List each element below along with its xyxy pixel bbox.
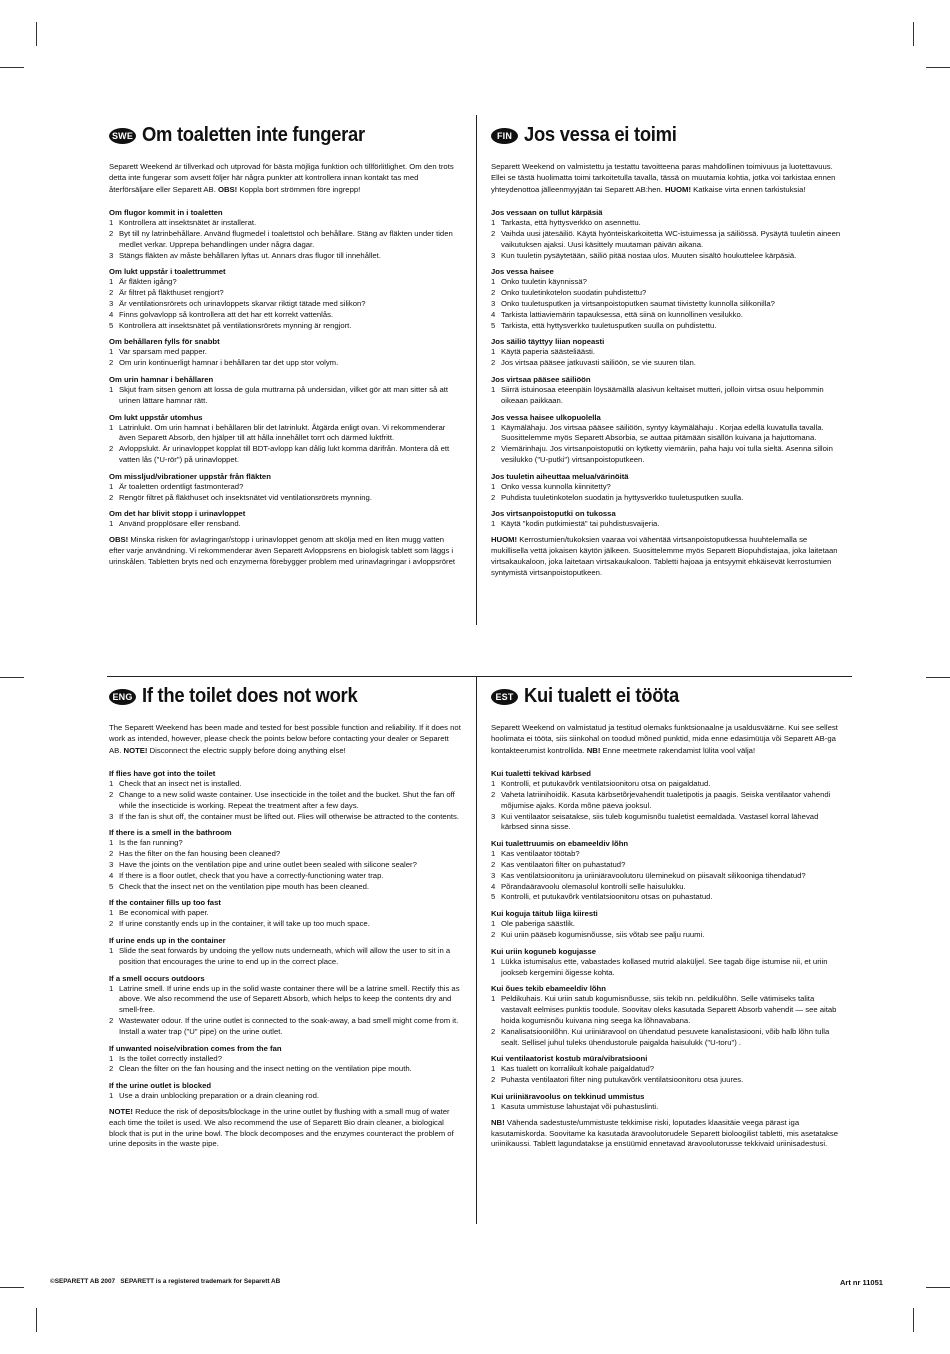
section-header: [491, 685, 843, 708]
troubleshooting-group: [491, 508, 843, 530]
group-title: Kui õues tekib ebameeldiv lõhn: [491, 984, 606, 994]
list-item: [491, 385, 843, 407]
item-text: Kui ventilaator seisatakse, siis tuleb kogumisnõu tualetist eemaldada. Vastasel korral lähevad kärbsed sinna sisse.: [501, 811, 819, 832]
item-text: Puhasta ventilaatori filter ning putukavõrk ventilatsioonitoru otsa juures.: [501, 1075, 744, 1085]
item-number: 1: [491, 1101, 496, 1111]
item-text: Vaheta latriinihoidik. Kasuta kärbsetõrjevahendit tualetipotis ja paagis. Seiska ventilaator vahendi mõjumise ajaks. Korda mõne päeva jooksul.: [501, 790, 831, 810]
list-item: [109, 871, 461, 882]
item-number: 2: [491, 358, 496, 368]
section-swe: [109, 124, 461, 568]
group-title: If there is a smell in the bathroom: [109, 828, 232, 838]
group-title: Kui uriiniäravoolus on tekkinud ummistus: [491, 1091, 645, 1101]
item-text: Peldikuhais. Kui uriin satub kogumisnõusse, siis tekib nn. peldikulõhn. Selle vätimiseks talita vastavalt eelmises punktis toodule. Soovitav oleks kasutada Separett Absorb vahendit — see aitab hoida kogumisnõu kuivana ning seega ka lõhnavabana.: [501, 994, 837, 1025]
list-item: [109, 812, 461, 823]
item-text: Puhdista tuuletinkotelon suodatin ja hyttysverkko tuuletusputken suulla.: [501, 492, 744, 502]
group-title: Jos virtsaa pääsee säiliöön: [491, 374, 591, 384]
item-text: Is the toilet correctly installed?: [119, 1053, 222, 1063]
troubleshooting-group: [109, 508, 461, 530]
troubleshooting-group: [491, 1053, 843, 1086]
item-number: 3: [491, 250, 496, 260]
list-item: [491, 919, 843, 930]
troubleshooting-group: [491, 946, 843, 979]
item-text: Är toaletten ordentligt fastmonterad?: [119, 481, 244, 491]
list-item: [491, 347, 843, 358]
item-text: Onko tuuletinkotelon suodatin puhdistettu?: [501, 288, 647, 298]
item-text: Kasuta ummistuse lahustajat või puhastuslinti.: [501, 1101, 659, 1111]
list-item: [491, 1102, 843, 1113]
list-item: [491, 812, 843, 834]
list-item: [491, 423, 843, 445]
item-text: Kas ventilaator töötab?: [501, 849, 580, 859]
list-item: [491, 519, 843, 530]
list-item: [491, 482, 843, 493]
item-text: Onko tuuletin käynnissä?: [501, 277, 587, 287]
troubleshooting-groups: [491, 768, 843, 1113]
item-number: 5: [491, 892, 496, 902]
item-number: 1: [109, 347, 114, 357]
group-title: Kui uriin koguneb kogujasse: [491, 946, 597, 956]
group-title: Jos vessaan on tullut kärpäsiä: [491, 208, 603, 218]
list-item: [109, 1054, 461, 1065]
item-number: 1: [109, 983, 114, 993]
group-title: Jos säiliö täyttyy liian nopeasti: [491, 337, 605, 347]
item-number: 1: [109, 277, 114, 287]
list-item: [491, 1027, 843, 1049]
troubleshooting-group: [109, 897, 461, 930]
footer-copyright-line: [50, 1278, 280, 1285]
troubleshooting-group: [491, 983, 843, 1048]
item-text: Onko vessa kunnolla kiinnitetty?: [501, 481, 611, 491]
list-item: [109, 1016, 461, 1038]
section-title: If the toilet does not work: [142, 685, 358, 707]
list-item: [109, 299, 461, 310]
item-text: Viemärinhaju. Jos virtsanpoistoputki on kytketty viemäriin, paha haju voi tulla sieltä. Asenna silloin vesilukko ("U-putki") virtsanpoistoputkeen.: [501, 444, 833, 464]
list-item: [491, 299, 843, 310]
item-text: Var sparsam med papper.: [119, 347, 207, 357]
troubleshooting-group: [109, 1043, 461, 1076]
list-item: [491, 849, 843, 860]
item-text: Have the joints on the ventilation pipe and urine outlet been sealed with silicone sealer?: [119, 860, 417, 869]
section-header: [109, 124, 461, 147]
item-number: 3: [109, 250, 114, 260]
list-item: [491, 218, 843, 229]
troubleshooting-group: [491, 1091, 843, 1113]
troubleshooting-group: [491, 266, 843, 331]
item-text: Är ventilationsrörets och urinavloppets skarvar riktigt tätade med silikon?: [119, 299, 366, 308]
troubleshooting-groups: [491, 207, 843, 530]
troubleshooting-groups: [109, 768, 461, 1102]
item-number: 3: [109, 860, 114, 869]
group-title: Kui tualettruumis on ebameeldiv lõhn: [491, 839, 629, 849]
item-number: 1: [109, 481, 114, 491]
item-text: Clean the filter on the fan housing and the insect netting on the ventilation pipe mouth.: [119, 1064, 412, 1074]
item-number: 2: [109, 790, 114, 800]
note-text: OBS! Minska risken för avlagringar/stopp i urinavloppet genom att skölja med en liten mugg vatten efter varje användning. Vi rekommenderar även Separett Avloppsrens en biologisk tablett som läggs i urinskålen. Tabletten bryts ned och enzymerna förebygger problem med urinavlagringar i avloppsröret: [109, 535, 455, 566]
item-number: 1: [491, 347, 496, 357]
troubleshooting-group: [109, 973, 461, 1038]
item-number: 4: [491, 881, 496, 891]
list-item: [109, 493, 461, 504]
list-item: [109, 838, 461, 849]
group-title: Jos vessa haisee ulkopuolella: [491, 412, 601, 422]
troubleshooting-group: [109, 827, 461, 892]
item-text: Vaihda uusi jätesäiliö. Käytä hyönteiskarkoitetta WC-istuimessa ja säiliössä. Pysäytä tuuletin aineen vaikutuksen ajaksi. Uusi käsittely muutaman päivän aikana.: [501, 229, 841, 249]
item-number: 2: [491, 444, 496, 454]
section-header: [491, 124, 843, 147]
crop-mark: [913, 22, 914, 46]
item-text: Check that an insect net is installed.: [119, 779, 242, 789]
item-number: 4: [491, 309, 496, 319]
item-number: 1: [491, 277, 496, 287]
crop-mark: [926, 677, 950, 678]
group-title: Om lukt uppstår utomhus: [109, 412, 203, 422]
group-title: Jos tuuletin aiheuttaa melua/värinöitä: [491, 471, 629, 481]
item-text: Skjut fram sitsen genom att lossa de gula muttrarna på undersidan, vilket gör att man sitter så att urinen lättare hamnar rätt.: [119, 384, 449, 405]
intro-text: Separett Weekend är tillverkad och utprovad för bästa möjliga funktion och tillförlitlighet. Om den trots detta inte fungerar som avsett följer här några punkter att kontrollera innan kontakt tas med återförsäljare eller Separett AB. OBS! Koppla bort strömmen före ingrepp!: [109, 162, 454, 194]
list-item: [491, 277, 843, 288]
list-item: [109, 482, 461, 493]
item-text: Kontrolli, et putukavõrk ventilatsioonitoru otsa on paigaldatud.: [501, 779, 711, 789]
list-item: [109, 444, 461, 466]
intro-text: The Separett Weekend has been made and tested for best possible function and reliability. If it does not work as intended, however, please check the points below before contacting your dealer or Separett AB. NOTE! Disconnect the electric supply before doing anything else!: [109, 723, 461, 755]
list-item: [109, 882, 461, 893]
item-number: 2: [491, 229, 496, 239]
troubleshooting-group: [109, 412, 461, 466]
item-text: Slide the seat forwards by undoing the yellow nuts underneath, which will allow the user to sit in a position that encourages the urine to end up in the correct place.: [119, 945, 451, 966]
row-divider: [107, 676, 852, 677]
list-item: [491, 288, 843, 299]
section-title: Om toaletten inte fungerar: [142, 124, 365, 146]
group-title: If the urine outlet is blocked: [109, 1081, 212, 1091]
item-text: Byt till ny latrinbehållare. Använd flugmedel i toalettstol och behållare. Stäng av fläkten under tiden medlet verkar. Upprepa behandlingen under några dagar.: [119, 229, 453, 249]
group-title: If the container fills up too fast: [109, 898, 221, 908]
troubleshooting-group: [109, 1080, 461, 1102]
group-title: Jos vessa haisee: [491, 267, 554, 277]
item-text: Rengör filtret på fläkthuset och insektsnätet vid ventilationsrörets mynning.: [119, 492, 372, 502]
list-item: [109, 423, 461, 445]
note-text: HUOM! Kerrostumien/tukoksien vaaraa voi vähentää virtsanpoistoputkessa huuhtelemalla se mukillisella vettä jokaisen käytön jälkeen. Suosittelemme myös Separett Biopuhdistajaa, joka laitetaan virtsakaukaloon, joka laitetaan virtsakaukaloon. Tabletti hajoaa ja entsyymit ehkäisevät kerrostumien syntymistä virtsanpoistoputkeen.: [491, 535, 838, 577]
item-number: 1: [109, 422, 114, 432]
list-item: [109, 946, 461, 968]
list-item: [109, 288, 461, 299]
group-title: If unwanted noise/vibration comes from the fan: [109, 1043, 282, 1053]
list-item: [109, 790, 461, 812]
crop-mark: [0, 1287, 24, 1288]
list-item: [491, 310, 843, 321]
item-number: 1: [491, 994, 496, 1004]
item-text: Latrinlukt. Om urin hamnat i behållaren blir det latrinlukt. Åtgärda enligt ovan. Vi rekommenderar även Separett Absorb, den hjälper till att hålla innehållet torrt och därmed luktfritt.: [119, 422, 446, 443]
list-item: [109, 1091, 461, 1102]
item-number: 2: [491, 929, 496, 939]
section-fin: [491, 124, 843, 578]
intro-text: Separett Weekend on valmistatud ja testitud olemaks funktsionaalne ja usaldusväärne. Kui see sellest hoolimata ei tööta, siis siinkohal on toodud mõned punktid, mida enne edasimüüja või Separett AB-ga kontakteerumist kontrollida. NB! Enne meetmete rakendamist lülita vool välja!: [491, 723, 838, 755]
item-number: 3: [491, 811, 496, 821]
crop-mark: [926, 1287, 950, 1288]
group-title: Kui tualetti tekivad kärbsed: [491, 769, 591, 779]
crop-mark: [36, 1308, 37, 1332]
item-number: 1: [109, 908, 114, 918]
item-text: Latrine smell. If urine ends up in the solid waste container there will be a latrine smell. Rectify this as above. We also recommend the use of Separett Absorb, which helps to keep the contents dry and smell-free.: [119, 983, 460, 1015]
list-item: [491, 930, 843, 941]
crop-mark: [36, 22, 37, 46]
item-text: Change to a new solid waste container. Use insecticide in the toilet and the bucket. Shut the fan off while the insecticide is working. Repeat the treatment after a few days.: [119, 790, 455, 810]
item-text: Finns golvavlopp så kontrollera att det har ett korrekt vattenlås.: [119, 309, 334, 319]
list-item: [109, 251, 461, 262]
list-item: [109, 984, 461, 1016]
item-number: 3: [109, 299, 114, 308]
article-number: Art nr 11051: [840, 1278, 883, 1287]
group-title: Kui ventilaatorist kostub müra/vibratsiooni: [491, 1054, 648, 1064]
item-text: Check that the insect net on the ventilation pipe mouth has been cleaned.: [119, 881, 370, 891]
item-text: Käytä "kodin putkimiestä" tai puhdistusvaijeria.: [501, 519, 660, 529]
intro-text: Separett Weekend on valmistettu ja testattu tavoitteena paras mahdollinen toimivuus ja luotettavuus. Ellei se tästä huolimatta toimi tarkoitetulla tavalla, tässä on muutamia kohtia, jotka voi tarkistaa ennen yhteydenottoa jälleenmyyjään tai Separett AB:hen. HUOM! Katkaise virta ennen tarkistuksia!: [491, 162, 836, 194]
item-text: Om urin kontinuerligt hamnar i behållaren tar det upp stor volym.: [119, 358, 339, 368]
item-text: Põrandaäravoolu olemasolul kontrolli selle haisulukku.: [501, 881, 686, 891]
section-header: [109, 685, 461, 708]
list-item: [491, 321, 843, 332]
item-number: 1: [491, 519, 496, 529]
item-text: Är fläkten igång?: [119, 277, 177, 287]
item-number: 2: [491, 860, 496, 869]
list-item: [491, 871, 843, 882]
item-text: Stängs fläkten av måste behållaren lyftas ut. Annars dras flugor till innehållet.: [119, 250, 381, 260]
list-item: [109, 229, 461, 251]
item-text: Kas tualett on korralikult kohale paigaldatud?: [501, 1064, 654, 1074]
item-number: 5: [491, 320, 496, 330]
troubleshooting-group: [491, 838, 843, 903]
item-text: Be economical with paper.: [119, 908, 209, 918]
item-text: Käymälähaju. Jos virtsaa pääsee säiliöön, syntyy käymälähaju . Korjaa edellä kuvatulla tavalla. Suosittelemme myös Separett Absorbia, se auttaa pitämään sisällön kuivana ja hajuttomana.: [501, 422, 824, 443]
item-number: 2: [491, 492, 496, 502]
item-number: 5: [109, 320, 114, 330]
group-title: Om lukt uppstår i toalettrummet: [109, 267, 226, 277]
item-text: Använd propplösare eller rensband.: [119, 519, 241, 529]
item-number: 1: [109, 218, 114, 228]
troubleshooting-group: [109, 266, 461, 331]
item-number: 2: [491, 1075, 496, 1085]
item-number: 1: [491, 481, 496, 491]
list-item: [491, 790, 843, 812]
troubleshooting-group: [491, 471, 843, 504]
item-number: 2: [491, 790, 496, 800]
item-number: 1: [491, 849, 496, 859]
troubleshooting-group: [491, 336, 843, 369]
group-title: Om flugor kommit in i toaletten: [109, 208, 223, 218]
group-title: If urine ends up in the container: [109, 935, 226, 945]
item-number: 2: [491, 1026, 496, 1036]
list-item: [109, 849, 461, 860]
item-number: 2: [109, 444, 114, 454]
list-item: [109, 860, 461, 871]
section-eng: [109, 685, 461, 1150]
list-item: [109, 321, 461, 332]
item-number: 1: [491, 218, 496, 228]
language-badge-fin: FIN: [491, 128, 518, 144]
troubleshooting-group: [109, 374, 461, 407]
item-text: Avloppslukt. Är urinavloppet kopplat till BDT-avlopp kan dålig lukt komma därifrån. Montera då ett vatten lås ("U-rör") på urinavloppet.: [119, 444, 450, 464]
item-number: 1: [491, 919, 496, 929]
list-item: [109, 519, 461, 530]
language-badge-eng: ENG: [109, 689, 136, 705]
item-number: 2: [109, 849, 114, 859]
item-text: Jos virtsaa pääsee jatkuvasti säiliöön, se vie suuren tilan.: [501, 358, 696, 368]
troubleshooting-groups: [109, 207, 461, 530]
list-item: [491, 994, 843, 1026]
list-item: [491, 1064, 843, 1075]
language-badge-est: EST: [491, 689, 518, 705]
list-item: [491, 860, 843, 871]
item-text: Kun tuuletin pysäytetään, säiliö pitää nostaa ulos. Muuten sisältö houkuttelee kärpäsiä.: [501, 250, 797, 260]
item-number: 1: [109, 384, 114, 394]
item-number: 3: [491, 870, 496, 880]
group-title: Om behållaren fylls för snabbt: [109, 337, 220, 347]
item-number: 2: [491, 288, 496, 298]
item-text: If the fan is shut off, the container must be lifted out. Flies will otherwise be attracted to the contents.: [119, 811, 459, 821]
item-text: If there is a floor outlet, check that you have a correctly-functioning water trap.: [119, 870, 384, 880]
crop-mark: [913, 1308, 914, 1332]
list-item: [491, 229, 843, 251]
troubleshooting-group: [109, 207, 461, 261]
list-item: [491, 444, 843, 466]
list-item: [491, 251, 843, 262]
crop-mark: [926, 67, 950, 68]
item-number: 5: [109, 881, 114, 891]
troubleshooting-group: [491, 412, 843, 466]
crop-mark: [0, 67, 24, 68]
list-item: [109, 218, 461, 229]
item-text: Onko tuuletusputken ja virtsanpoistoputken saumat tiivistetty kunnolla silikonilla?: [501, 299, 775, 308]
list-item: [109, 385, 461, 407]
section-title: Jos vessa ei toimi: [524, 124, 677, 146]
list-item: [109, 908, 461, 919]
group-title: Om det har blivit stopp i urinavloppet: [109, 509, 246, 519]
list-item: [491, 957, 843, 979]
item-number: 1: [109, 779, 114, 789]
trademark-note: SEPARETT is a registered trademark for Separett AB: [120, 1278, 281, 1285]
item-number: 1: [109, 945, 114, 955]
item-number: 3: [491, 299, 496, 308]
troubleshooting-group: [491, 908, 843, 941]
item-number: 1: [109, 1053, 114, 1063]
section-title: Kui tualett ei tööta: [524, 685, 679, 707]
list-item: [109, 919, 461, 930]
note-text: NB! Vähenda sadestuste/ummistuste tekkimise riski, loputades klaasitäie veega pärast iga kasutamiskorda. Soovitame ka kasutada äravoolutorudele Separett bioloogilist tabletti, mis asetatakse uriinikaussi. Tablett lagundatakse ja ensüümid ennetavad äravoolutorusse tekkivaid uriinisadestusi.: [491, 1117, 838, 1149]
item-text: Tarkasta, että hyttysverkko on asennettu.: [501, 218, 641, 228]
item-text: Kontrolli, et putukavõrk ventilatsioonitoru otsas on puhastatud.: [501, 892, 713, 902]
item-text: Kas ventilatsioonitoru ja uriiniäravoolutoru üleminekud on piisavalt silikooniga tihendatud?: [501, 870, 806, 880]
item-number: 4: [109, 309, 114, 319]
item-number: 1: [491, 422, 496, 432]
item-number: 3: [109, 811, 114, 821]
troubleshooting-group: [491, 207, 843, 261]
item-number: 2: [109, 288, 114, 298]
note-text: NOTE! Reduce the risk of deposits/blockage in the urine outlet by flushing with a small mug of water each time the toilet is used. We also recommend the use of Separett Bio drain cleaner, a biological block that is put in the urine bowl. The block decomposes and the enzymes counteract the problem of urine deposits in the waste pipe.: [109, 1106, 454, 1149]
item-number: 1: [109, 519, 114, 529]
item-text: Ole paberiga säästlik.: [501, 919, 575, 929]
column-divider: [476, 676, 477, 1224]
item-text: Käytä paperia säästeliäästi.: [501, 347, 596, 357]
item-text: Kui uriin pääseb kogumisnõusse, siis võtab see palju ruumi.: [501, 929, 705, 939]
item-number: 2: [109, 358, 114, 368]
list-item: [109, 277, 461, 288]
item-number: 4: [109, 870, 114, 880]
troubleshooting-group: [109, 935, 461, 968]
list-item: [491, 892, 843, 903]
list-item: [491, 493, 843, 504]
column-divider: [476, 115, 477, 625]
item-number: 1: [491, 384, 496, 394]
crop-mark: [0, 677, 24, 678]
list-item: [109, 1064, 461, 1075]
item-number: 1: [491, 1064, 496, 1074]
list-item: [491, 882, 843, 893]
list-item: [109, 347, 461, 358]
list-item: [109, 779, 461, 790]
list-item: [491, 1075, 843, 1086]
item-text: Use a drain unblocking preparation or a drain cleaning rod.: [119, 1091, 319, 1101]
item-text: Är filtret på fläkthuset rengjort?: [119, 288, 224, 298]
item-text: If urine constantly ends up in the container, it will take up too much space.: [119, 919, 370, 929]
list-item: [109, 358, 461, 369]
group-title: Jos virtsanpoistoputki on tukossa: [491, 509, 616, 519]
item-text: Kontrollera att insektsnätet är installerat.: [119, 218, 257, 228]
group-title: Om urin hamnar i behållaren: [109, 374, 214, 384]
item-text: Kontrollera att insektsnätet på ventilationsrörets mynning är rengjort.: [119, 320, 352, 330]
item-number: 2: [109, 919, 114, 929]
item-number: 2: [109, 492, 114, 502]
troubleshooting-group: [109, 768, 461, 822]
item-number: 2: [109, 1015, 114, 1025]
item-text: Is the fan running?: [119, 838, 183, 848]
troubleshooting-group: [491, 374, 843, 407]
list-item: [491, 779, 843, 790]
item-text: Siirrä istuinosaa eteenpäin löysäämällä alasivun keltaiset mutteri, jolloin virtsa osuu helpommin oikeaan paikkaan.: [501, 384, 824, 405]
copyright: ©SEPARETT AB 2007: [50, 1278, 116, 1285]
item-number: 1: [109, 1091, 114, 1101]
troubleshooting-group: [109, 471, 461, 504]
item-number: 2: [109, 229, 114, 239]
section-est: [491, 685, 843, 1150]
item-text: Tarkista lattiaviemärin tapauksessa, että siinä on kunnollinen vesilukko.: [501, 309, 743, 319]
group-title: Om missljud/vibrationer uppstår från fläkten: [109, 471, 271, 481]
item-text: Kanalisatsioonilõhn. Kui uriiniäravool on ühendatud pesuvete kanalistasiooni, võib halb lõhn tulla sealt. Sellisel juhul tuleks ühendustorule paigalda haisulukk ("U-toru") .: [501, 1026, 830, 1047]
item-number: 1: [491, 956, 496, 966]
language-badge-swe: SWE: [109, 128, 136, 144]
item-number: 1: [491, 779, 496, 789]
item-number: 1: [109, 838, 114, 848]
troubleshooting-group: [109, 336, 461, 369]
item-text: Tarkista, että hyttysverkko tuuletusputken suulla on puhdistettu.: [501, 320, 717, 330]
item-text: Wastewater odour. If the urine outlet is connected to the soak-away, a bad smell might come from it. Install a water trap ("U" pipe) on the urine outlet.: [119, 1015, 459, 1036]
group-title: Kui koguja täitub liiga kiiresti: [491, 909, 598, 919]
item-text: Lükka istumisalus ette, vabastades kollased mutrid alaküljel. See tagab õige istumise nii, et uriin jookseb kergemini õigesse kohta.: [501, 956, 828, 977]
troubleshooting-group: [491, 768, 843, 833]
item-number: 2: [109, 1064, 114, 1074]
group-title: If flies have got into the toilet: [109, 769, 216, 779]
list-item: [491, 358, 843, 369]
group-title: If a smell occurs outdoors: [109, 973, 205, 983]
list-item: [109, 310, 461, 321]
item-text: Kas ventilaatori filter on puhastatud?: [501, 860, 626, 869]
item-text: Has the filter on the fan housing been cleaned?: [119, 849, 281, 859]
